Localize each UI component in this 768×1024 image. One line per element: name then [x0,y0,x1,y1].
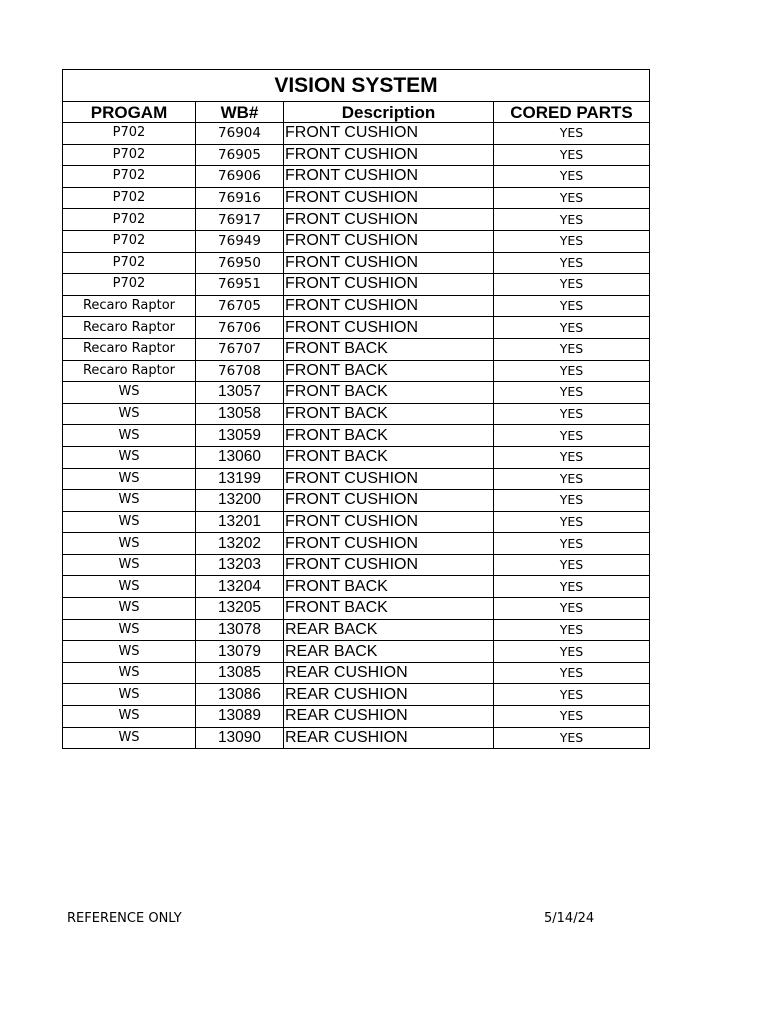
cored-parts-cell: YES [494,490,650,512]
program-cell: P702 [63,187,196,209]
reference-only-note: REFERENCE ONLY [67,911,182,926]
wb-number-cell: 13204 [196,576,284,598]
program-cell: P702 [63,144,196,166]
description-cell: FRONT CUSHION [284,295,494,317]
footer-date: 5/14/24 [544,911,595,926]
cored-parts-cell: YES [494,230,650,252]
table-row [63,230,650,252]
table-row [63,706,650,728]
cored-parts-cell: YES [494,598,650,620]
wb-number-cell: 76916 [196,187,284,209]
wb-number-cell: 13199 [196,468,284,490]
wb-number-cell: 76906 [196,166,284,188]
program-cell: WS [63,662,196,684]
header-program: PROGAM [63,102,196,123]
cored-parts-cell: YES [494,360,650,382]
header-description: Description [284,102,494,123]
table-row [63,619,650,641]
table-row [63,576,650,598]
wb-number-cell: 76707 [196,338,284,360]
cored-parts-cell: YES [494,274,650,296]
wb-number-cell: 13200 [196,490,284,512]
description-cell: FRONT BACK [284,576,494,598]
table-row [63,295,650,317]
cored-parts-cell: YES [494,468,650,490]
cored-parts-cell: YES [494,619,650,641]
table-row [63,360,650,382]
description-cell: REAR CUSHION [284,706,494,728]
description-cell: FRONT CUSHION [284,490,494,512]
description-cell: FRONT CUSHION [284,230,494,252]
description-cell: FRONT BACK [284,382,494,404]
wb-number-cell: 76706 [196,317,284,339]
table-title: VISION SYSTEM [63,70,650,102]
description-cell: FRONT BACK [284,338,494,360]
vision-system-table [62,69,650,749]
description-cell: REAR CUSHION [284,684,494,706]
program-cell: Recaro Raptor [63,360,196,382]
table-row [63,468,650,490]
description-cell: FRONT BACK [284,403,494,425]
cored-parts-cell: YES [494,338,650,360]
program-cell: WS [63,576,196,598]
description-cell: FRONT CUSHION [284,533,494,555]
table-row [63,727,650,749]
program-cell: WS [63,684,196,706]
table-title-row [63,70,650,102]
cored-parts-cell: YES [494,144,650,166]
cored-parts-cell: YES [494,209,650,231]
wb-number-cell: 13058 [196,403,284,425]
table-row [63,641,650,663]
description-cell: FRONT CUSHION [284,274,494,296]
program-cell: P702 [63,274,196,296]
wb-number-cell: 76950 [196,252,284,274]
wb-number-cell: 13201 [196,511,284,533]
cored-parts-cell: YES [494,446,650,468]
description-cell: REAR BACK [284,619,494,641]
table-row [63,209,650,231]
cored-parts-cell: YES [494,382,650,404]
wb-number-cell: 13086 [196,684,284,706]
table-row [63,446,650,468]
table-row [63,511,650,533]
wb-number-cell: 13203 [196,554,284,576]
cored-parts-cell: YES [494,403,650,425]
program-cell: WS [63,382,196,404]
description-cell: FRONT BACK [284,360,494,382]
cored-parts-cell: YES [494,317,650,339]
program-cell: P702 [63,209,196,231]
description-cell: FRONT CUSHION [284,468,494,490]
program-cell: WS [63,490,196,512]
table-row [63,187,650,209]
program-cell: WS [63,403,196,425]
program-cell: P702 [63,230,196,252]
program-cell: WS [63,468,196,490]
table-row [63,274,650,296]
cored-parts-cell: YES [494,576,650,598]
wb-number-cell: 13057 [196,382,284,404]
wb-number-cell: 13090 [196,727,284,749]
cored-parts-cell: YES [494,554,650,576]
program-cell: WS [63,706,196,728]
description-cell: FRONT BACK [284,425,494,447]
wb-number-cell: 13060 [196,446,284,468]
wb-number-cell: 76949 [196,230,284,252]
wb-number-cell: 76951 [196,274,284,296]
description-cell: REAR CUSHION [284,727,494,749]
table-row [63,554,650,576]
description-cell: FRONT CUSHION [284,123,494,145]
table-row [63,490,650,512]
cored-parts-cell: YES [494,662,650,684]
table-row [63,425,650,447]
wb-number-cell: 76705 [196,295,284,317]
cored-parts-cell: YES [494,252,650,274]
description-cell: REAR CUSHION [284,662,494,684]
cored-parts-cell: YES [494,641,650,663]
wb-number-cell: 13059 [196,425,284,447]
program-cell: WS [63,619,196,641]
wb-number-cell: 13205 [196,598,284,620]
table-header-row [63,102,650,123]
program-cell: Recaro Raptor [63,295,196,317]
description-cell: FRONT CUSHION [284,187,494,209]
cored-parts-cell: YES [494,295,650,317]
cored-parts-cell: YES [494,706,650,728]
program-cell: P702 [63,252,196,274]
description-cell: FRONT CUSHION [284,166,494,188]
wb-number-cell: 13202 [196,533,284,555]
cored-parts-cell: YES [494,511,650,533]
table-row [63,338,650,360]
program-cell: Recaro Raptor [63,338,196,360]
description-cell: FRONT BACK [284,598,494,620]
program-cell: WS [63,554,196,576]
table-row [63,598,650,620]
program-cell: WS [63,641,196,663]
table-row [63,123,650,145]
cored-parts-cell: YES [494,123,650,145]
description-cell: REAR BACK [284,641,494,663]
description-cell: FRONT CUSHION [284,209,494,231]
table-row [63,252,650,274]
table-body [63,123,650,749]
cored-parts-cell: YES [494,533,650,555]
cored-parts-cell: YES [494,727,650,749]
table-row [63,144,650,166]
program-cell: P702 [63,166,196,188]
description-cell: FRONT CUSHION [284,252,494,274]
wb-number-cell: 13078 [196,619,284,641]
cored-parts-cell: YES [494,187,650,209]
table-row [63,403,650,425]
table-row [63,662,650,684]
header-cored-parts: CORED PARTS [494,102,650,123]
table-row [63,166,650,188]
wb-number-cell: 13089 [196,706,284,728]
program-cell: WS [63,425,196,447]
description-cell: FRONT CUSHION [284,554,494,576]
wb-number-cell: 13085 [196,662,284,684]
program-cell: WS [63,598,196,620]
header-wb-number: WB# [196,102,284,123]
cored-parts-cell: YES [494,684,650,706]
table-row [63,533,650,555]
program-cell: WS [63,511,196,533]
description-cell: FRONT CUSHION [284,144,494,166]
program-cell: P702 [63,123,196,145]
table-row [63,317,650,339]
program-cell: WS [63,727,196,749]
table-row [63,382,650,404]
description-cell: FRONT CUSHION [284,511,494,533]
wb-number-cell: 76905 [196,144,284,166]
program-cell: WS [63,533,196,555]
program-cell: WS [63,446,196,468]
wb-number-cell: 13079 [196,641,284,663]
wb-number-cell: 76708 [196,360,284,382]
program-cell: Recaro Raptor [63,317,196,339]
cored-parts-cell: YES [494,425,650,447]
table-row [63,684,650,706]
description-cell: FRONT BACK [284,446,494,468]
description-cell: FRONT CUSHION [284,317,494,339]
wb-number-cell: 76904 [196,123,284,145]
wb-number-cell: 76917 [196,209,284,231]
cored-parts-cell: YES [494,166,650,188]
